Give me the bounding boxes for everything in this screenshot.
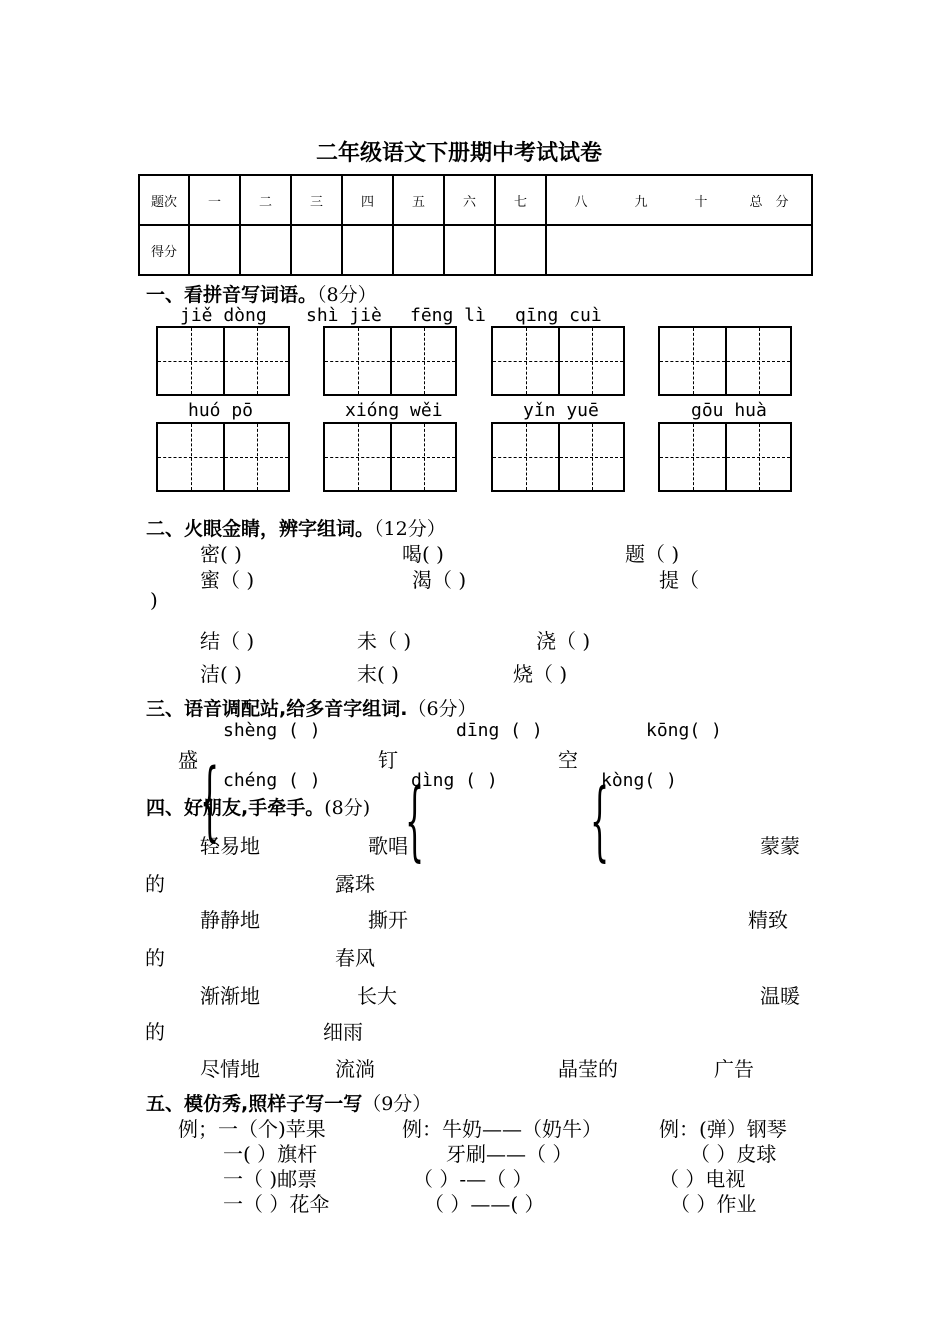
section-2-points: （12分）: [374, 518, 446, 540]
pinyin: kōng( ): [646, 720, 722, 741]
example-item: 例：牛奶——（奶牛）: [402, 1117, 602, 1141]
grid-cell[interactable]: [660, 424, 725, 490]
match-word: 静静地: [200, 908, 260, 932]
section-1-heading: [146, 280, 377, 307]
match-word: 渐渐地: [200, 984, 260, 1008]
section-3-heading: [146, 694, 477, 721]
pinyin: xióng wěi: [345, 400, 443, 421]
pinyin: gōu huà: [691, 400, 767, 421]
word-item: 密( ): [200, 542, 242, 566]
grid-cell[interactable]: [158, 328, 223, 394]
grid-cell[interactable]: [725, 424, 790, 490]
exercise-item: （ ）-—（ ）: [413, 1167, 533, 1191]
table-cell: 得分: [139, 225, 189, 275]
writing-grid[interactable]: [491, 326, 625, 396]
match-word: 的: [145, 872, 165, 896]
grid-cell[interactable]: [660, 328, 725, 394]
section-2-title: 二、火眼金睛，辨字组词。: [146, 518, 375, 540]
section-5-heading: [146, 1089, 431, 1116]
table-cell: [546, 175, 812, 225]
table-cell-label: 十: [694, 194, 708, 210]
section-3-points: （6分）: [407, 698, 477, 720]
grid-cell[interactable]: [558, 424, 623, 490]
table-cell: 一: [189, 175, 240, 225]
section-4-points: (8分): [324, 797, 371, 819]
section-2-heading: [146, 514, 446, 541]
section-1-title: 一、看拼音写词语。: [146, 284, 318, 306]
exercise-item: （ ）——( ）: [424, 1192, 545, 1216]
word-item: 末( ): [357, 662, 399, 686]
score-input[interactable]: [291, 225, 342, 275]
pinyin: yǐn yuē: [523, 400, 599, 421]
match-word: 长大: [357, 984, 397, 1008]
grid-cell[interactable]: [390, 328, 455, 394]
exercise-item: 一( ）旗杆: [223, 1142, 318, 1166]
score-input[interactable]: [495, 225, 546, 275]
score-row-values: [139, 225, 812, 275]
writing-grid[interactable]: [156, 326, 290, 396]
table-cell: 题次: [139, 175, 189, 225]
exercise-item: （ ）作业: [670, 1192, 757, 1216]
score-input[interactable]: [240, 225, 291, 275]
word-item: 浇（ ): [536, 629, 591, 653]
table-cell: 五: [393, 175, 444, 225]
grid-cell[interactable]: [223, 328, 288, 394]
grid-cell[interactable]: [390, 424, 455, 490]
table-cell: 六: [444, 175, 495, 225]
example-item: 例：(弹）钢琴: [659, 1117, 787, 1141]
table-cell: 七: [495, 175, 546, 225]
word-item: 结（ ): [200, 629, 255, 653]
writing-grid[interactable]: [491, 422, 625, 492]
section-5-title: 五、模仿秀,照样子写一写: [146, 1093, 363, 1115]
match-word: 撕开: [368, 908, 408, 932]
table-cell-label: 八: [574, 194, 588, 210]
match-word: 蒙蒙: [760, 834, 800, 858]
brace-icon: {: [590, 771, 610, 871]
polyphone-char: 盛: [178, 748, 198, 772]
exercise-item: （ ）皮球: [690, 1142, 777, 1166]
polyphone-char: 钉: [378, 748, 398, 772]
exercise-item: 牙刷——（ ）: [446, 1142, 573, 1166]
score-row-header: [139, 175, 812, 225]
pinyin: kòng( ): [601, 770, 677, 791]
score-input[interactable]: [342, 225, 393, 275]
grid-cell[interactable]: [223, 424, 288, 490]
word-item: 未（ ): [357, 629, 412, 653]
writing-grid[interactable]: [156, 422, 290, 492]
word-item: 题（ ): [625, 542, 680, 566]
polyphone-char: 空: [558, 748, 578, 772]
match-word: 尽情地: [200, 1057, 260, 1081]
table-cell-label: 九: [634, 194, 648, 210]
grid-cell[interactable]: [493, 328, 558, 394]
grid-cell[interactable]: [725, 328, 790, 394]
writing-grid[interactable]: [658, 422, 792, 492]
table-cell: 二: [240, 175, 291, 225]
match-word: 广告: [714, 1057, 754, 1081]
grid-cell[interactable]: [493, 424, 558, 490]
exercise-item: 一（ )邮票: [223, 1167, 318, 1191]
table-cell: 四: [342, 175, 393, 225]
section-4-title: 四、好朋友,手牵手。: [146, 797, 325, 819]
match-word: 的: [145, 1020, 165, 1044]
grid-cell[interactable]: [558, 328, 623, 394]
score-input[interactable]: [189, 225, 240, 275]
brace-icon: {: [200, 751, 220, 851]
score-input[interactable]: [444, 225, 495, 275]
match-word: 晶莹的: [558, 1057, 618, 1081]
pinyin: chéng ( ): [223, 770, 321, 791]
match-word: 春风: [335, 946, 375, 970]
section-3-title: 三、语音调配站,给多音字组词.: [146, 698, 408, 720]
page-title: 二年级语文下册期中考试试卷: [316, 141, 603, 166]
example-item: 例；一（个)苹果: [178, 1117, 326, 1141]
word-item: 蜜（ ): [200, 568, 255, 592]
grid-cell[interactable]: [325, 424, 390, 490]
writing-grid[interactable]: [323, 326, 457, 396]
brace-icon: {: [405, 771, 425, 871]
match-word: 精致: [748, 908, 788, 932]
match-word: 流淌: [335, 1057, 375, 1081]
grid-cell[interactable]: [325, 328, 390, 394]
pinyin: dìng ( ): [411, 770, 498, 791]
score-input[interactable]: [393, 225, 444, 275]
grid-cell[interactable]: [158, 424, 223, 490]
score-table: [138, 174, 813, 276]
pinyin: fēng lì: [410, 305, 486, 326]
match-word: 歌唱: [368, 834, 408, 858]
match-word: 温暖: [760, 984, 800, 1008]
section-4-heading: [146, 793, 370, 820]
pinyin: jiě dòng: [180, 305, 267, 326]
word-item: 洁( ): [200, 662, 242, 686]
writing-grid[interactable]: [323, 422, 457, 492]
pinyin: huó pō: [188, 400, 254, 421]
match-word: 细雨: [323, 1020, 363, 1044]
match-word: 的: [145, 946, 165, 970]
pinyin: shì jiè: [306, 305, 382, 326]
exercise-item: （ ）电视: [659, 1167, 746, 1191]
word-item: 渴（ ): [412, 568, 467, 592]
table-cell: 三: [291, 175, 342, 225]
pinyin: dīng ( ): [456, 720, 543, 741]
score-input[interactable]: [546, 225, 812, 275]
exercise-item: 一（ ）花伞: [223, 1192, 330, 1216]
pinyin: qīng cuì: [515, 305, 602, 326]
word-item-wrap: ): [150, 588, 158, 612]
match-word: 轻易地: [200, 834, 260, 858]
word-item: 烧（ ): [513, 662, 568, 686]
pinyin: shèng ( ): [223, 720, 321, 741]
section-5-points: （9分）: [362, 1093, 432, 1115]
section-1-points: （8分）: [317, 284, 377, 306]
word-item: 喝( ): [402, 542, 444, 566]
match-word: 露珠: [335, 872, 375, 896]
word-item: 提（: [659, 568, 699, 592]
writing-grid[interactable]: [658, 326, 792, 396]
table-cell-label: 总 分: [749, 194, 789, 210]
